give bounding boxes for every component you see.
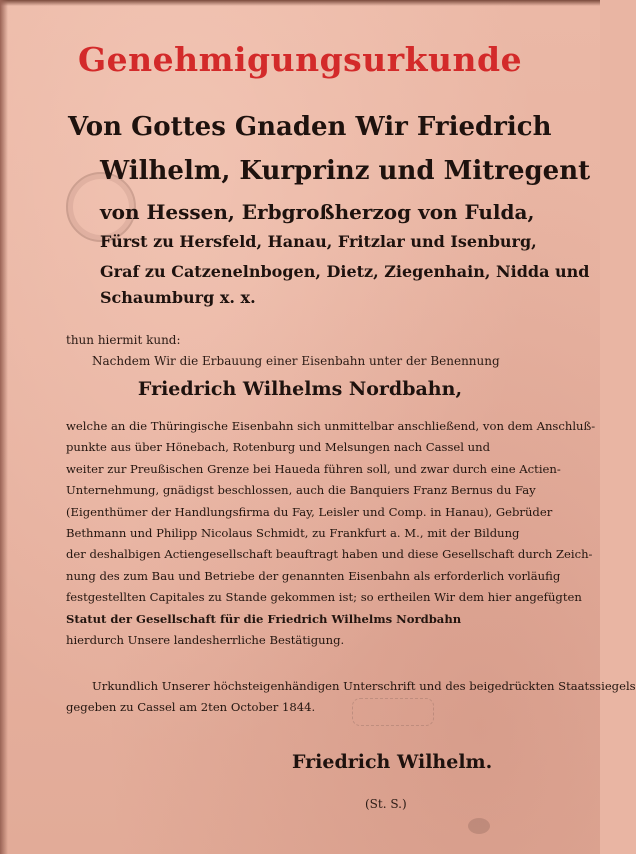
body-line: festgestellten Capitales zu Stande gekommen ist; so ertheilen Wir dem hier angefügten (66, 590, 582, 605)
body-line: (Eigenthümer der Handlungsfirma du Fay, Leisler und Comp. in Hanau), Gebrüder (66, 504, 553, 519)
closing-line: Urkundlich Unserer höchsteigenhändigen Unterschrift und des beigedrückten Staatssiegels (92, 679, 636, 693)
seal-mark: (St. S.) (365, 797, 407, 811)
body-line: welche an die Thüringische Eisenbahn sich unmittelbar anschließend, von dem Anschluß- (66, 419, 596, 433)
heading-line-6: Schaumburg x. x. (100, 288, 256, 307)
heading-line-4: Fürst zu Hersfeld, Hanau, Fritzlar und Isenburg, (100, 232, 537, 251)
body-line: hierdurch Unsere landesherrliche Bestätigung. (66, 633, 345, 648)
railway-name: Friedrich Wilhelms Nordbahn, (137, 378, 463, 400)
heading-line-3: von Hessen, Erbgroßherzog von Fulda, (100, 200, 535, 224)
body-line: Statut der Gesellschaft für die Friedrich Wilhelms Nordbahn (66, 611, 462, 626)
body-line: Bethmann und Philipp Nicolaus Schmidt, zu Frankfurt a. M., mit der Bildung (66, 526, 520, 541)
document-title: Genehmigungsurkunde (77, 40, 523, 79)
closing-paragraph (66, 676, 636, 719)
paper-edge-left (0, 0, 8, 854)
body-line: der deshalbigen Actiengesellschaft beauftragt haben und diese Gesellschaft durch Zeich- (66, 547, 593, 562)
body-paragraph (66, 416, 596, 651)
heading-line-2: Wilhelm, Kurprinz und Mitregent (100, 156, 591, 186)
body-line: weiter zur Preußischen Grenze bei Haueda führen soll, und zwar durch eine Actien- (66, 461, 561, 476)
closing-line: gegeben zu Cassel am 2ten October 1844. (66, 700, 316, 715)
intro-text: thun hiermit kund: (66, 333, 181, 347)
paper-edge-top (0, 0, 600, 6)
signature: Friedrich Wilhelm. (292, 751, 493, 773)
body-line: nung des zum Bau und Betriebe der genannten Eisenbahn als erforderlich vorläufig (66, 568, 561, 583)
heading-line-5: Graf zu Catzenelnbogen, Dietz, Ziegenhain, Nidda und (100, 262, 590, 281)
heading-line-1: Von Gottes Gnaden Wir Friedrich (68, 112, 552, 142)
body-line: punkte aus über Hönebach, Rotenburg und Melsungen nach Cassel und (66, 440, 491, 455)
body-line: Unternehmung, gnädigst beschlossen, auch die Banquiers Franz Bernus du Fay (66, 483, 536, 498)
ink-blot (468, 818, 490, 834)
nachdem-text: Nachdem Wir die Erbauung einer Eisenbahn unter der Benennung (92, 354, 500, 368)
